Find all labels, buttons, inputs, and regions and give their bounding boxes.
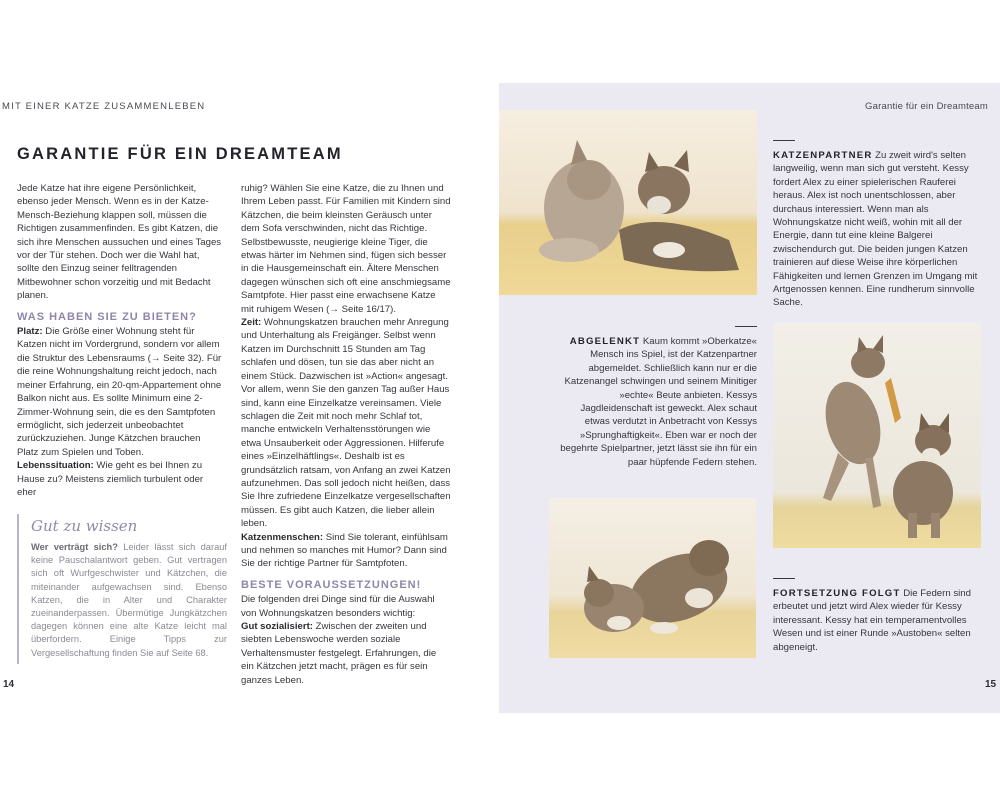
subheading-offer: WAS HABEN SIE ZU BIETEN? [17,310,197,323]
lead-platz: Platz: [17,326,43,338]
text-platz: Die Größe einer Wohnung steht für Katzen nicht im Vordergrund, sondern vor allem die Struktur des Lebensraums (→ Seite 32). Für die reine Wohnungshaltung reicht jedoch, nach meiner Erfahrung, ein 20-qm-Appartement ohne Balkon nicht aus. Es sollte Minimum eine 2-Zimmer-Wohnung sein, die es den Samtpfoten ermöglicht, sich jederzeit unbeobachtet zurückzuziehen. Junge Kätzchen brauchen Platz zum Spielen und Toben. [17,326,222,458]
text-column-1 [17,182,222,499]
page-number-right: 15 [985,679,997,690]
text-sozialisiert: Zwischen der zweiten und siebten Lebenswoche werden soziale Verhaltensmuster festgelegt. Erfahrungen, die ein Kätzchen jetzt macht, prägen es für sein ganzes Leben. [241,621,437,686]
text-katzenmenschen: Sind Sie tolerant, einfühlsam und nehmen so manches mit Humor? Dann sind Sie der richtige Partner für Samtpfoten. [241,531,448,570]
lead-zeit: Zeit: [241,317,262,329]
page-number-left: 14 [3,679,15,690]
photo-cats-wrestling [549,498,756,658]
paragraph-katzenmenschen [241,531,451,571]
intro-paragraph: Jede Katze hat ihre eigene Persönlichkeit, ebenso jeder Mensch. Wenn es in der Katze-Mensch-Beziehung klappen soll, müssen die Richtigen zusammenfinden. Es gibt Katzen, die sich ihre Menschen aussuchen und eines Tages vor der Tür stehen. Doch wer die Wahl hat, sollte den Einzug seiner felltragenden Mitbewohner schon vorzeitig und mit Bedacht planen. [17,183,222,302]
text-lebenssituation: Wie geht es bei Ihnen zu Hause zu? Meistens ziemlich turbulent oder eher [17,460,204,498]
tip-body: Leider lässt sich darauf keine Pauschalantwort geben. Gut vertragen sich oft Wurfgeschwister und Kätzchen, die miteinander aufgewachsen sind. Ebenso Katzen, die in Alter und Charakter zueinanderpassen. Übermütige Jungkätzchen dagegen können eine alte Katze leicht mal überfordern. Einige Tipps zur Vergesellschaftung finden Sie auf Seite 68. [31,542,228,658]
caption-abgelenkt [553,326,757,469]
caption-title: FORTSETZUNG FOLGT [773,588,901,599]
paragraph-selection: Die folgenden drei Dinge sind für die Auswahl von Wohnungskatzen besonders wichtig: [241,594,435,619]
paragraph-lebenssituation [17,459,222,499]
paragraph-continued: ruhig? Wählen Sie eine Katze, die zu Ihnen und Ihrem Leben passt. Für Familien mit Kindern sind Kätzchen, die beim kleinsten Geräusch unter dem Sofa verschwinden, nicht das Richtige. Selbstbewusste, neugierige kleine Tiger, die etwas härter im Nehmen sind, fügen sich besser in die Hausgemeinschaft ein. Ältere Menschen dagegen wünschen sich oft eine anschmiegsame Samtpfote. Hier passt eine erwachsene Katze mit ruhigem Wesen (→ Seite 16/17). [241,183,451,315]
running-head-right: Garantie für ein Dreamteam [865,101,988,112]
lead-sozialisiert: Gut sozialisiert: [241,621,313,632]
tip-title: Gut zu wissen [31,517,138,535]
tip-box [17,514,227,664]
page-title: GARANTIE FÜR EIN DREAMTEAM [17,145,343,163]
tip-text [31,541,227,660]
caption-rule [735,326,757,327]
caption-title: ABGELENKT [569,336,641,347]
caption-rule [773,140,795,141]
caption-text: Kaum kommt »Oberkatze« Mensch ins Spiel, ist der Katzenpartner abgemeldet. Schließlich kann nur er die Katzenangel schwingen und seinem Minitiger »echte« Beute anbieten. Kessys Jagdleidenschaft ist geweckt. Alex schaut etwas verdutzt in Anbetracht von Kessys »Sprunghaftigkeit«. Eben war er noch der begehrte Spielpartner, jetzt lässt sie ihn für ein paar hüpfende Federn stehen. [560,336,757,468]
caption-rule [773,578,795,579]
subheading-prerequisites: BESTE VORAUSSETZUNGEN! [241,578,422,591]
caption-text: Zu zweit wird's selten langweilig, wenn man sich gut versteht. Kessy fordert Alex zu einer spielerischen Rauferei heraus. Alex ist noch unentschlossen, aber durchaus interessiert. Wenn man als Wohnungskatze nicht weiß, wohin mit all der Energie, dann tut eine kleine Balgerei zwischendurch gut. Die beiden jungen Katzen trainieren auf diese Weise ihre körperlichen Fähigkeiten und lernen Grenzen im Umgang mit Artgenossen kennen. Eine rundherum sinnvolle Sache. [773,150,978,309]
caption-katzenpartner [773,140,985,310]
caption-fortsetzung [773,578,985,654]
paragraph-zeit [241,316,451,531]
running-head-left: MIT EINER KATZE ZUSAMMENLEBEN [2,101,206,112]
text-column-2 [241,182,451,687]
lead-katzenmenschen: Katzenmenschen: [241,531,324,543]
paragraph-platz [17,325,222,459]
paragraph-sozialisiert [241,620,451,687]
text-zeit: Wohnungskatzen brauchen mehr Anregung und Unterhaltung als Freigänger. Selbst wenn Katzen im Durchschnitt 15 Stunden am Tag schlafen und dösen, tun sie das aber nicht an einem Stück. Dazwischen ist »Action« angesagt. Vor allem, wenn Sie den ganzen Tag außer Haus sind, kann eine Einzelkatze vereinsamen. Viele schlagen die Zeit mit noch mehr Schlaf tot, manche entwickeln Verhaltensstörungen wie etwa Unsauberkeit oder Aggressionen. Hilferufe eines »Einzelhäftlings«. Deshalb ist es grundsätzlich ratsam, von Anfang an zwei Katzen aufzunehmen. Das soll jedoch nicht heißen, dass Sie Ihre zufriedene Einzelkatze vergesellschaften müssen. Es gibt auch Katzen, die lieber allein leben. [241,317,451,530]
photo-cat-jumping [773,323,981,548]
lead-lebenssituation: Lebenssituation: [17,460,94,472]
caption-title: KATZENPARTNER [773,150,873,161]
tip-lead: Wer verträgt sich? [31,542,118,552]
caption-text: Die Federn sind erbeutet und jetzt wird Alex wieder für Kessy interessant. Kessy hat ein temperamentvolles Wesen und ist einer Runde »Austoben« selten abgeneigt. [773,588,971,653]
photo-cats-playfight [499,110,757,295]
